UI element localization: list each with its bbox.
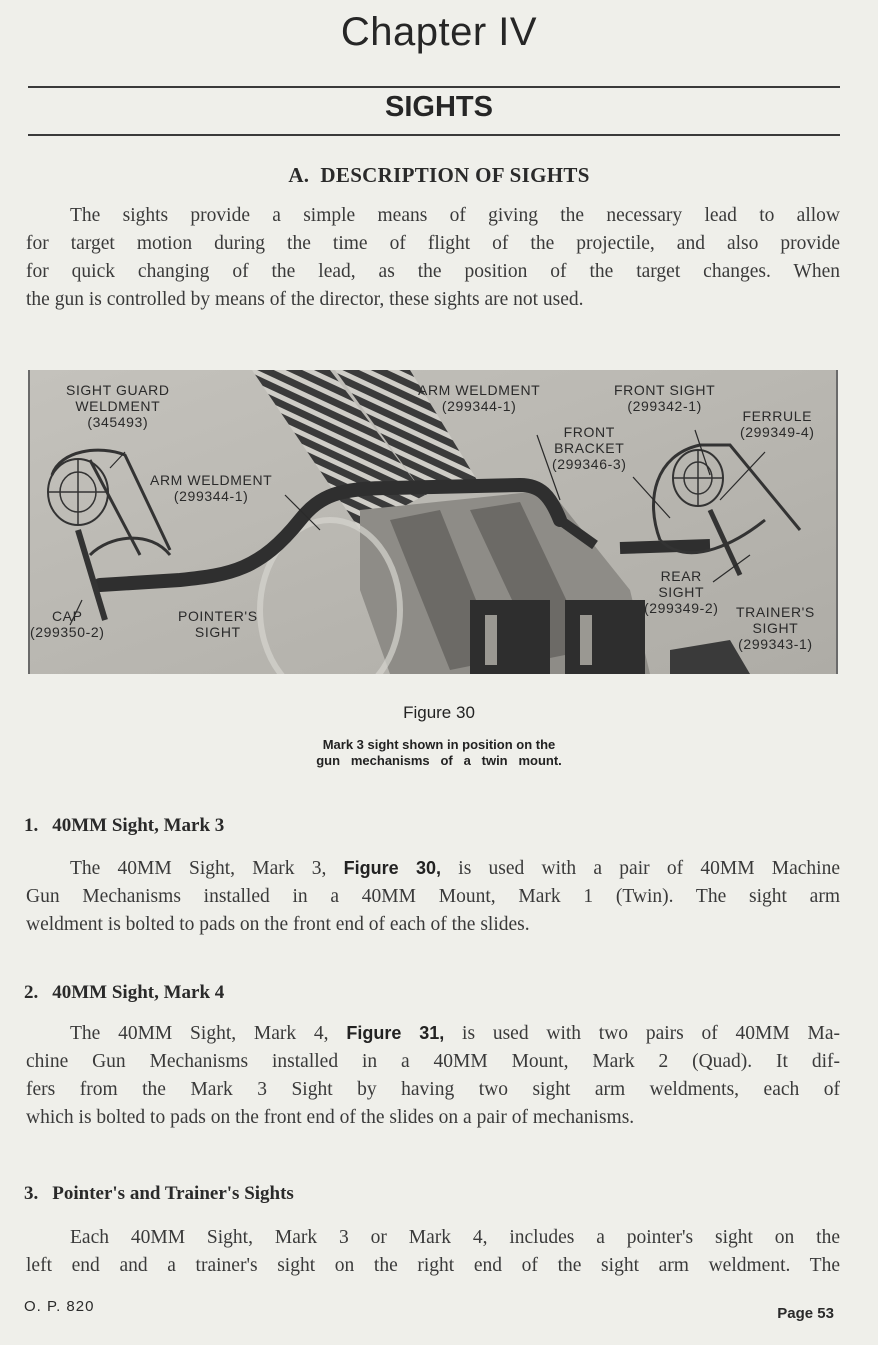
intro-paragraph	[26, 202, 840, 314]
text-line: for quick changing of the lead, as the position of the target changes. When	[26, 261, 840, 282]
label-pointers-sight: POINTER'S SIGHT	[178, 608, 258, 640]
caption-line: gun mechanisms of a twin mount.	[316, 753, 562, 768]
text-line: The 40MM Sight, Mark 4, Figure 31, is used with two pairs of 40MM Ma-	[70, 1023, 840, 1044]
text-line: which is bolted to pads on the front end of the slides on a pair of mechanisms.	[26, 1107, 635, 1128]
caption-line: Mark 3 sight shown in position on the	[322, 737, 556, 752]
label-front-bracket: FRONT BRACKET (299346-3)	[552, 424, 627, 472]
section-heading-text: 40MM Sight, Mark 4	[52, 982, 225, 1003]
text-line: left end and a trainer's sight on the right end of the sight arm weldment. The	[26, 1255, 840, 1276]
text-line: Gun Mechanisms installed in a 40MM Mount, Mark 1 (Twin). The sight arm	[26, 886, 840, 907]
section-paragraph	[26, 1224, 840, 1280]
divider	[28, 86, 840, 88]
text-line: The sights provide a simple means of giving the necessary lead to allow	[70, 205, 840, 226]
section-heading	[24, 1183, 294, 1205]
figure-reference: Figure 31,	[346, 1023, 445, 1043]
figure-reference: Figure 30,	[343, 858, 442, 878]
section-heading	[24, 815, 224, 837]
label-rear-sight: REAR SIGHT (299349-2)	[644, 568, 719, 616]
label-arm-weldment-right: ARM WELDMENT (299344-1)	[418, 382, 541, 414]
text-line: The 40MM Sight, Mark 3, Figure 30, is used with a pair of 40MM Machine	[70, 858, 840, 879]
figure-number: Figure 30	[403, 703, 475, 722]
text-line: Each 40MM Sight, Mark 3 or Mark 4, includes a pointer's sight on the	[70, 1227, 840, 1248]
section-heading	[24, 982, 224, 1004]
section-number: 2.	[24, 982, 39, 1003]
text-line: weldment is bolted to pads on the front end of each of the slides.	[26, 914, 530, 935]
text-line: chine Gun Mechanisms installed in a 40MM Mount, Mark 2 (Quad). It dif-	[26, 1051, 840, 1072]
section-title: SIGHTS	[385, 91, 493, 123]
section-number: 1.	[24, 815, 39, 836]
label-trainers-sight: TRAINER'S SIGHT (299343-1)	[736, 604, 815, 652]
section-heading-text: 40MM Sight, Mark 3	[52, 815, 225, 836]
label-sight-guard-weldment: SIGHT GUARD WELDMENT (345493)	[66, 382, 170, 430]
label-ferrule: FERRULE (299349-4)	[740, 408, 815, 440]
section-heading-text: Pointer's and Trainer's Sights	[52, 1183, 294, 1204]
section-paragraph	[26, 1019, 840, 1132]
figure-caption	[0, 737, 878, 769]
figure-photo	[28, 370, 838, 674]
subsection-title: A. DESCRIPTION OF SIGHTS	[288, 163, 590, 187]
text-line: the gun is controlled by means of the director, these sights are not used.	[26, 289, 584, 310]
divider	[28, 134, 840, 136]
text-line: for target motion during the time of flight of the projectile, and also provide	[26, 233, 840, 254]
label-front-sight: FRONT SIGHT (299342-1)	[614, 382, 716, 414]
text-line: fers from the Mark 3 Sight by having two sight arm weldments, each of	[26, 1079, 840, 1100]
label-cap: CAP (299350-2)	[30, 608, 105, 640]
label-arm-weldment-left: ARM WELDMENT (299344-1)	[150, 472, 273, 504]
section-paragraph	[26, 854, 840, 939]
chapter-title: Chapter IV	[340, 10, 538, 54]
section-number: 3.	[24, 1183, 39, 1204]
page-number: Page 53	[777, 1305, 834, 1322]
document-number: O. P. 820	[24, 1298, 95, 1315]
